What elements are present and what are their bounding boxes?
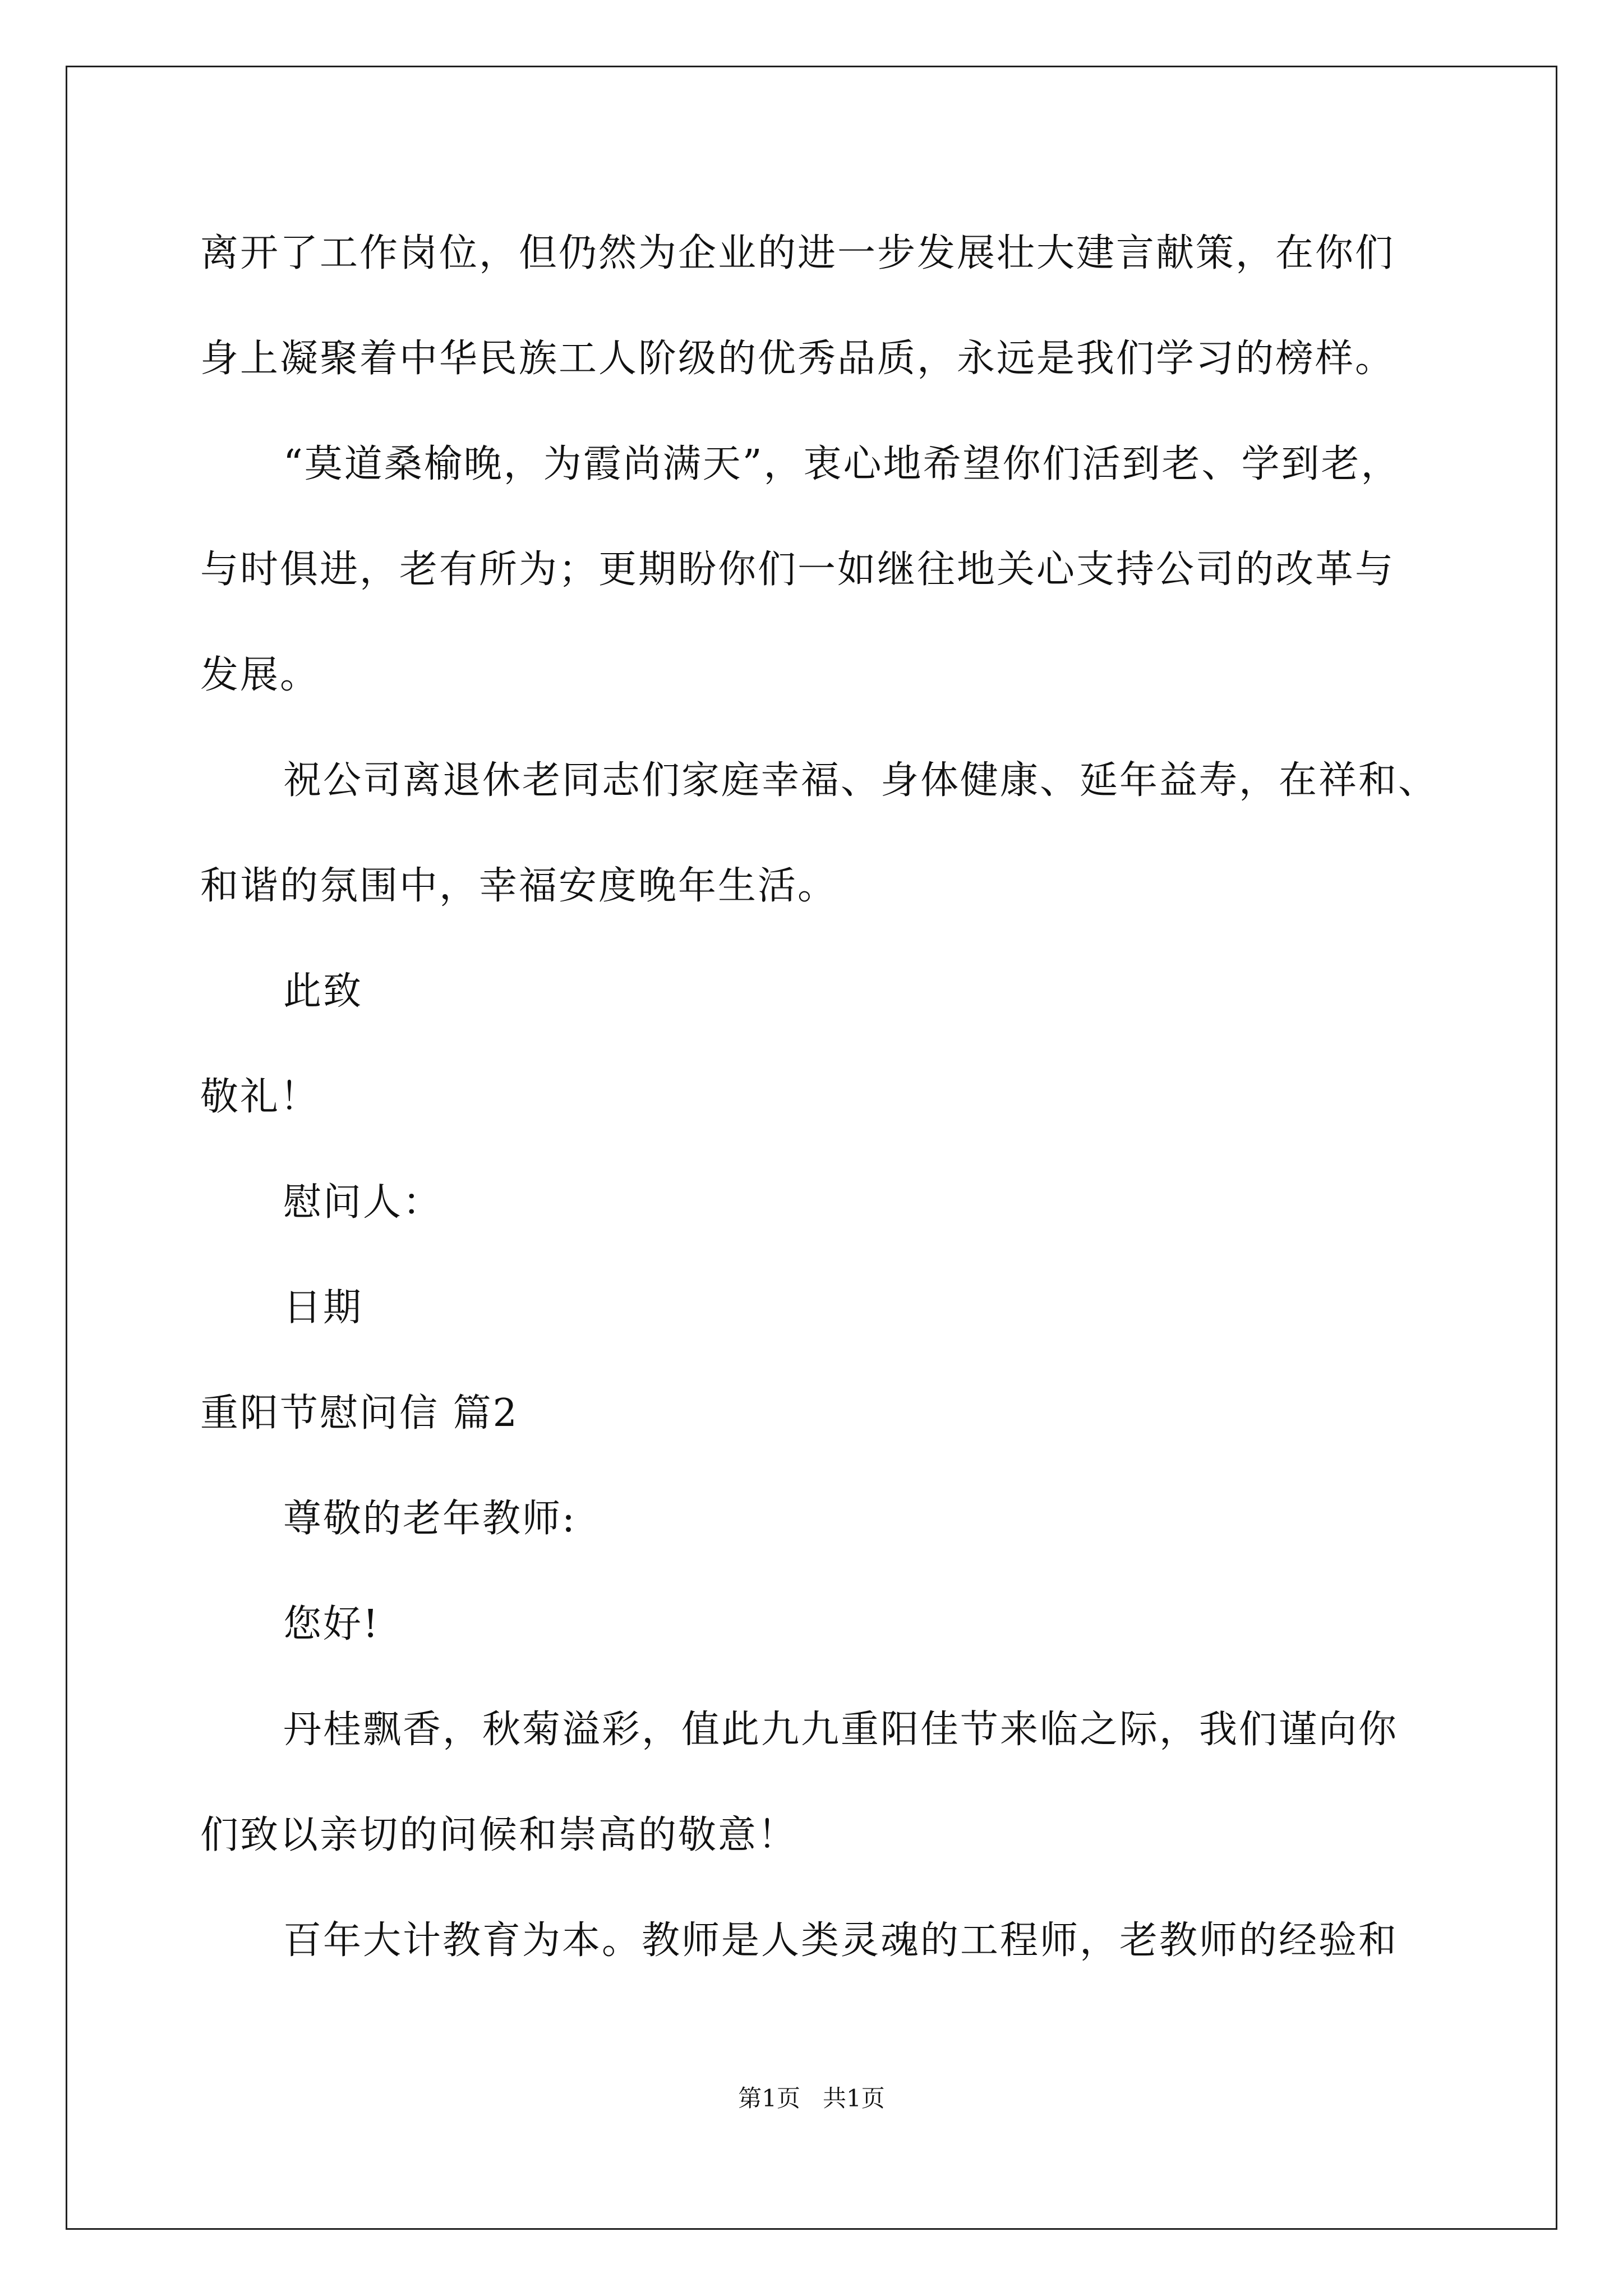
paragraph-line: 和谐的氛围中，幸福安度晚年生活。 bbox=[200, 864, 838, 908]
greeting-line: 尊敬的老年教师: bbox=[283, 1497, 577, 1541]
signature-label: 慰问人： bbox=[283, 1180, 443, 1225]
paragraph-line: 身上凝聚着中华民族工人阶级的优秀品质，永远是我们学习的榜样。 bbox=[200, 337, 1395, 381]
paragraph-line: “莫道桑榆晚，为霞尚满天”，衷心地希望你们活到老、学到老， bbox=[283, 442, 1401, 486]
greeting-line: 您好! bbox=[283, 1602, 380, 1646]
salutation-line: 敬礼！ bbox=[200, 1075, 320, 1119]
paragraph-line: 丹桂飘香，秋菊溢彩，值此九九重阳佳节来临之际，我们谨向你 bbox=[283, 1708, 1399, 1752]
closing-line: 此致 bbox=[283, 969, 363, 1014]
paragraph-line: 发展。 bbox=[200, 653, 320, 697]
page-frame bbox=[66, 66, 1557, 2230]
section-heading: 重阳节慰问信 篇2 bbox=[200, 1391, 519, 1435]
paragraph-line: 百年大计教育为本。教师是人类灵魂的工程师，老教师的经验和 bbox=[283, 1918, 1399, 1963]
page-footer: 第1页 共1页 bbox=[738, 2085, 885, 2112]
paragraph-line: 离开了工作岗位，但仍然为企业的进一步发展壮大建言献策，在你们 bbox=[200, 231, 1395, 275]
date-label: 日期 bbox=[283, 1286, 363, 1330]
paragraph-line: 们致以亲切的问候和崇高的敬意！ bbox=[200, 1813, 798, 1857]
paragraph-line: 与时俱进，老有所为；更期盼你们一如继往地关心支持公司的改革与 bbox=[200, 547, 1395, 592]
paragraph-line: 祝公司离退休老同志们家庭幸福、身体健康、延年益寿，在祥和、 bbox=[283, 758, 1438, 803]
